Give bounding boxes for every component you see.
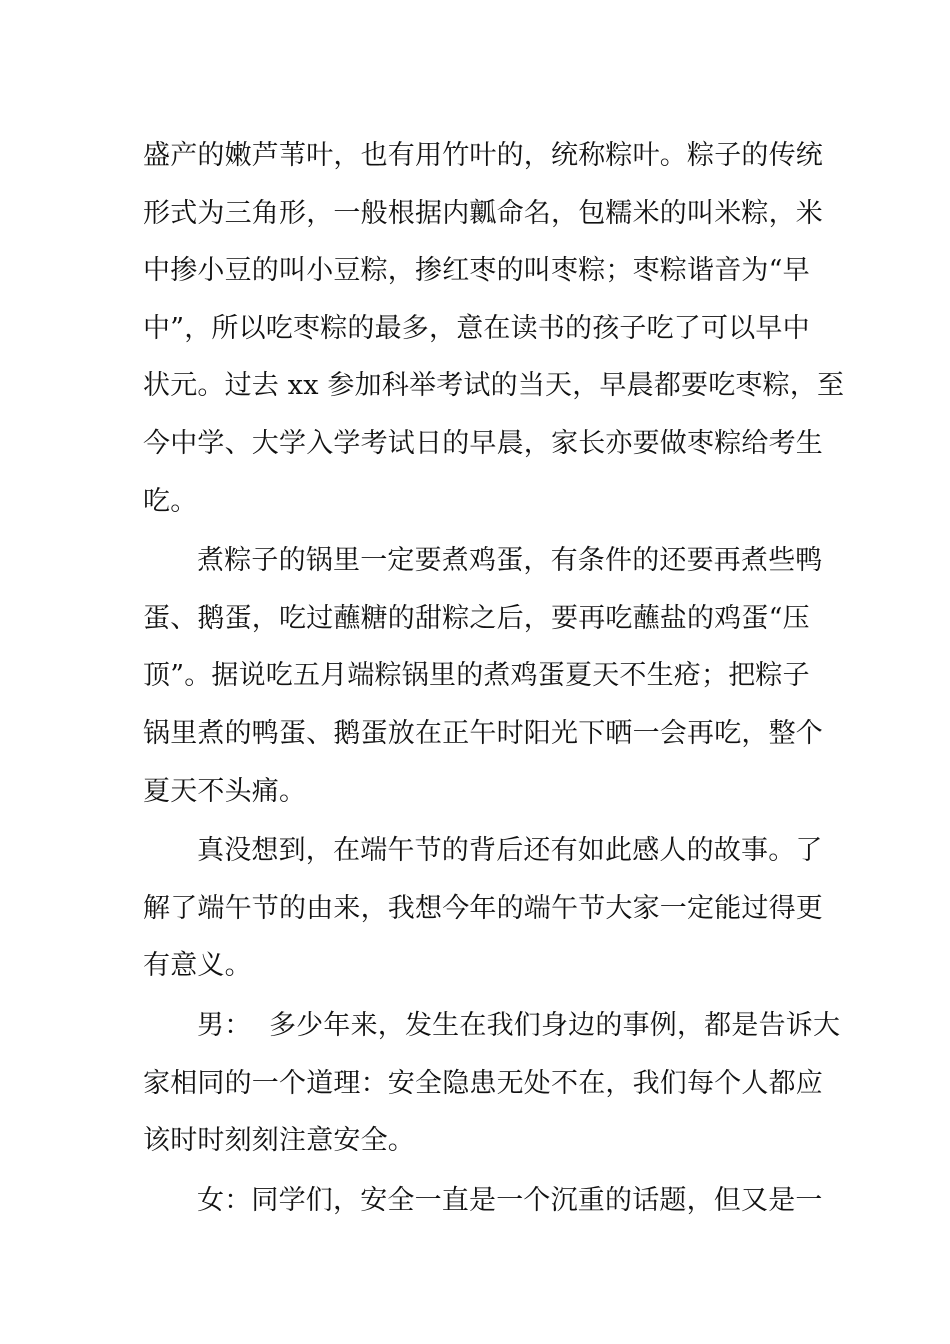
text-line: 顶”。据说吃五月端粽锅里的煮鸡蛋夏天不生疮；把粽子 [143, 660, 810, 692]
text-line: 中”，所以吃枣粽的最多，意在读书的孩子吃了可以早中 [143, 312, 810, 344]
text-line: 女：同学们，安全一直是一个沉重的话题，但又是一 [197, 1184, 823, 1216]
text-line: 煮粽子的锅里一定要煮鸡蛋，有条件的还要再煮些鸭 [197, 545, 823, 577]
text-line: 夏天不头痛。 [143, 775, 307, 807]
text-line: 状元。过去 xx 参加科举考试的当天，早晨都要吃枣粽，至 [143, 370, 845, 402]
text-line: 真没想到，在端午节的背后还有如此感人的故事。了 [197, 835, 823, 867]
text-line: 盛产的嫩芦苇叶，也有用竹叶的，统称粽叶。粽子的传统 [143, 140, 823, 171]
text-line: 男： 多少年来，发生在我们身边的事例，都是告诉大 [197, 1009, 841, 1041]
paragraph-eggs-custom [143, 532, 823, 820]
paragraph-zongzi-description [143, 127, 845, 530]
paragraph-female-speaker [143, 1172, 823, 1230]
text-line: 形式为三角形，一般根据内瓤命名，包糯米的叫米粽，米 [143, 197, 823, 229]
text-line: 锅里煮的鸭蛋、鹅蛋放在正午时阳光下晒一会再吃，整个 [143, 717, 823, 749]
text-line: 该时时刻刻注意安全。 [143, 1125, 415, 1157]
text-line: 今中学、大学入学考试日的早晨，家长亦要做枣粽给考生 [143, 427, 823, 459]
paragraph-reflection [143, 822, 823, 995]
text-line: 家相同的一个道理：安全隐患无处不在，我们每个人都应 [143, 1067, 823, 1099]
text-line: 解了端午节的由来，我想今年的端午节大家一定能过得更 [143, 892, 823, 924]
body-text [143, 127, 845, 1229]
text-line: 中掺小豆的叫小豆粽，掺红枣的叫枣粽；枣粽谐音为“早 [143, 255, 810, 287]
text-line: 蛋、鹅蛋，吃过蘸糖的甜粽之后，要再吃蘸盐的鸡蛋“压 [143, 602, 810, 634]
text-line: 有意义。 [143, 950, 252, 982]
paragraph-male-speaker [143, 997, 841, 1170]
text-line: 吃。 [143, 485, 198, 517]
